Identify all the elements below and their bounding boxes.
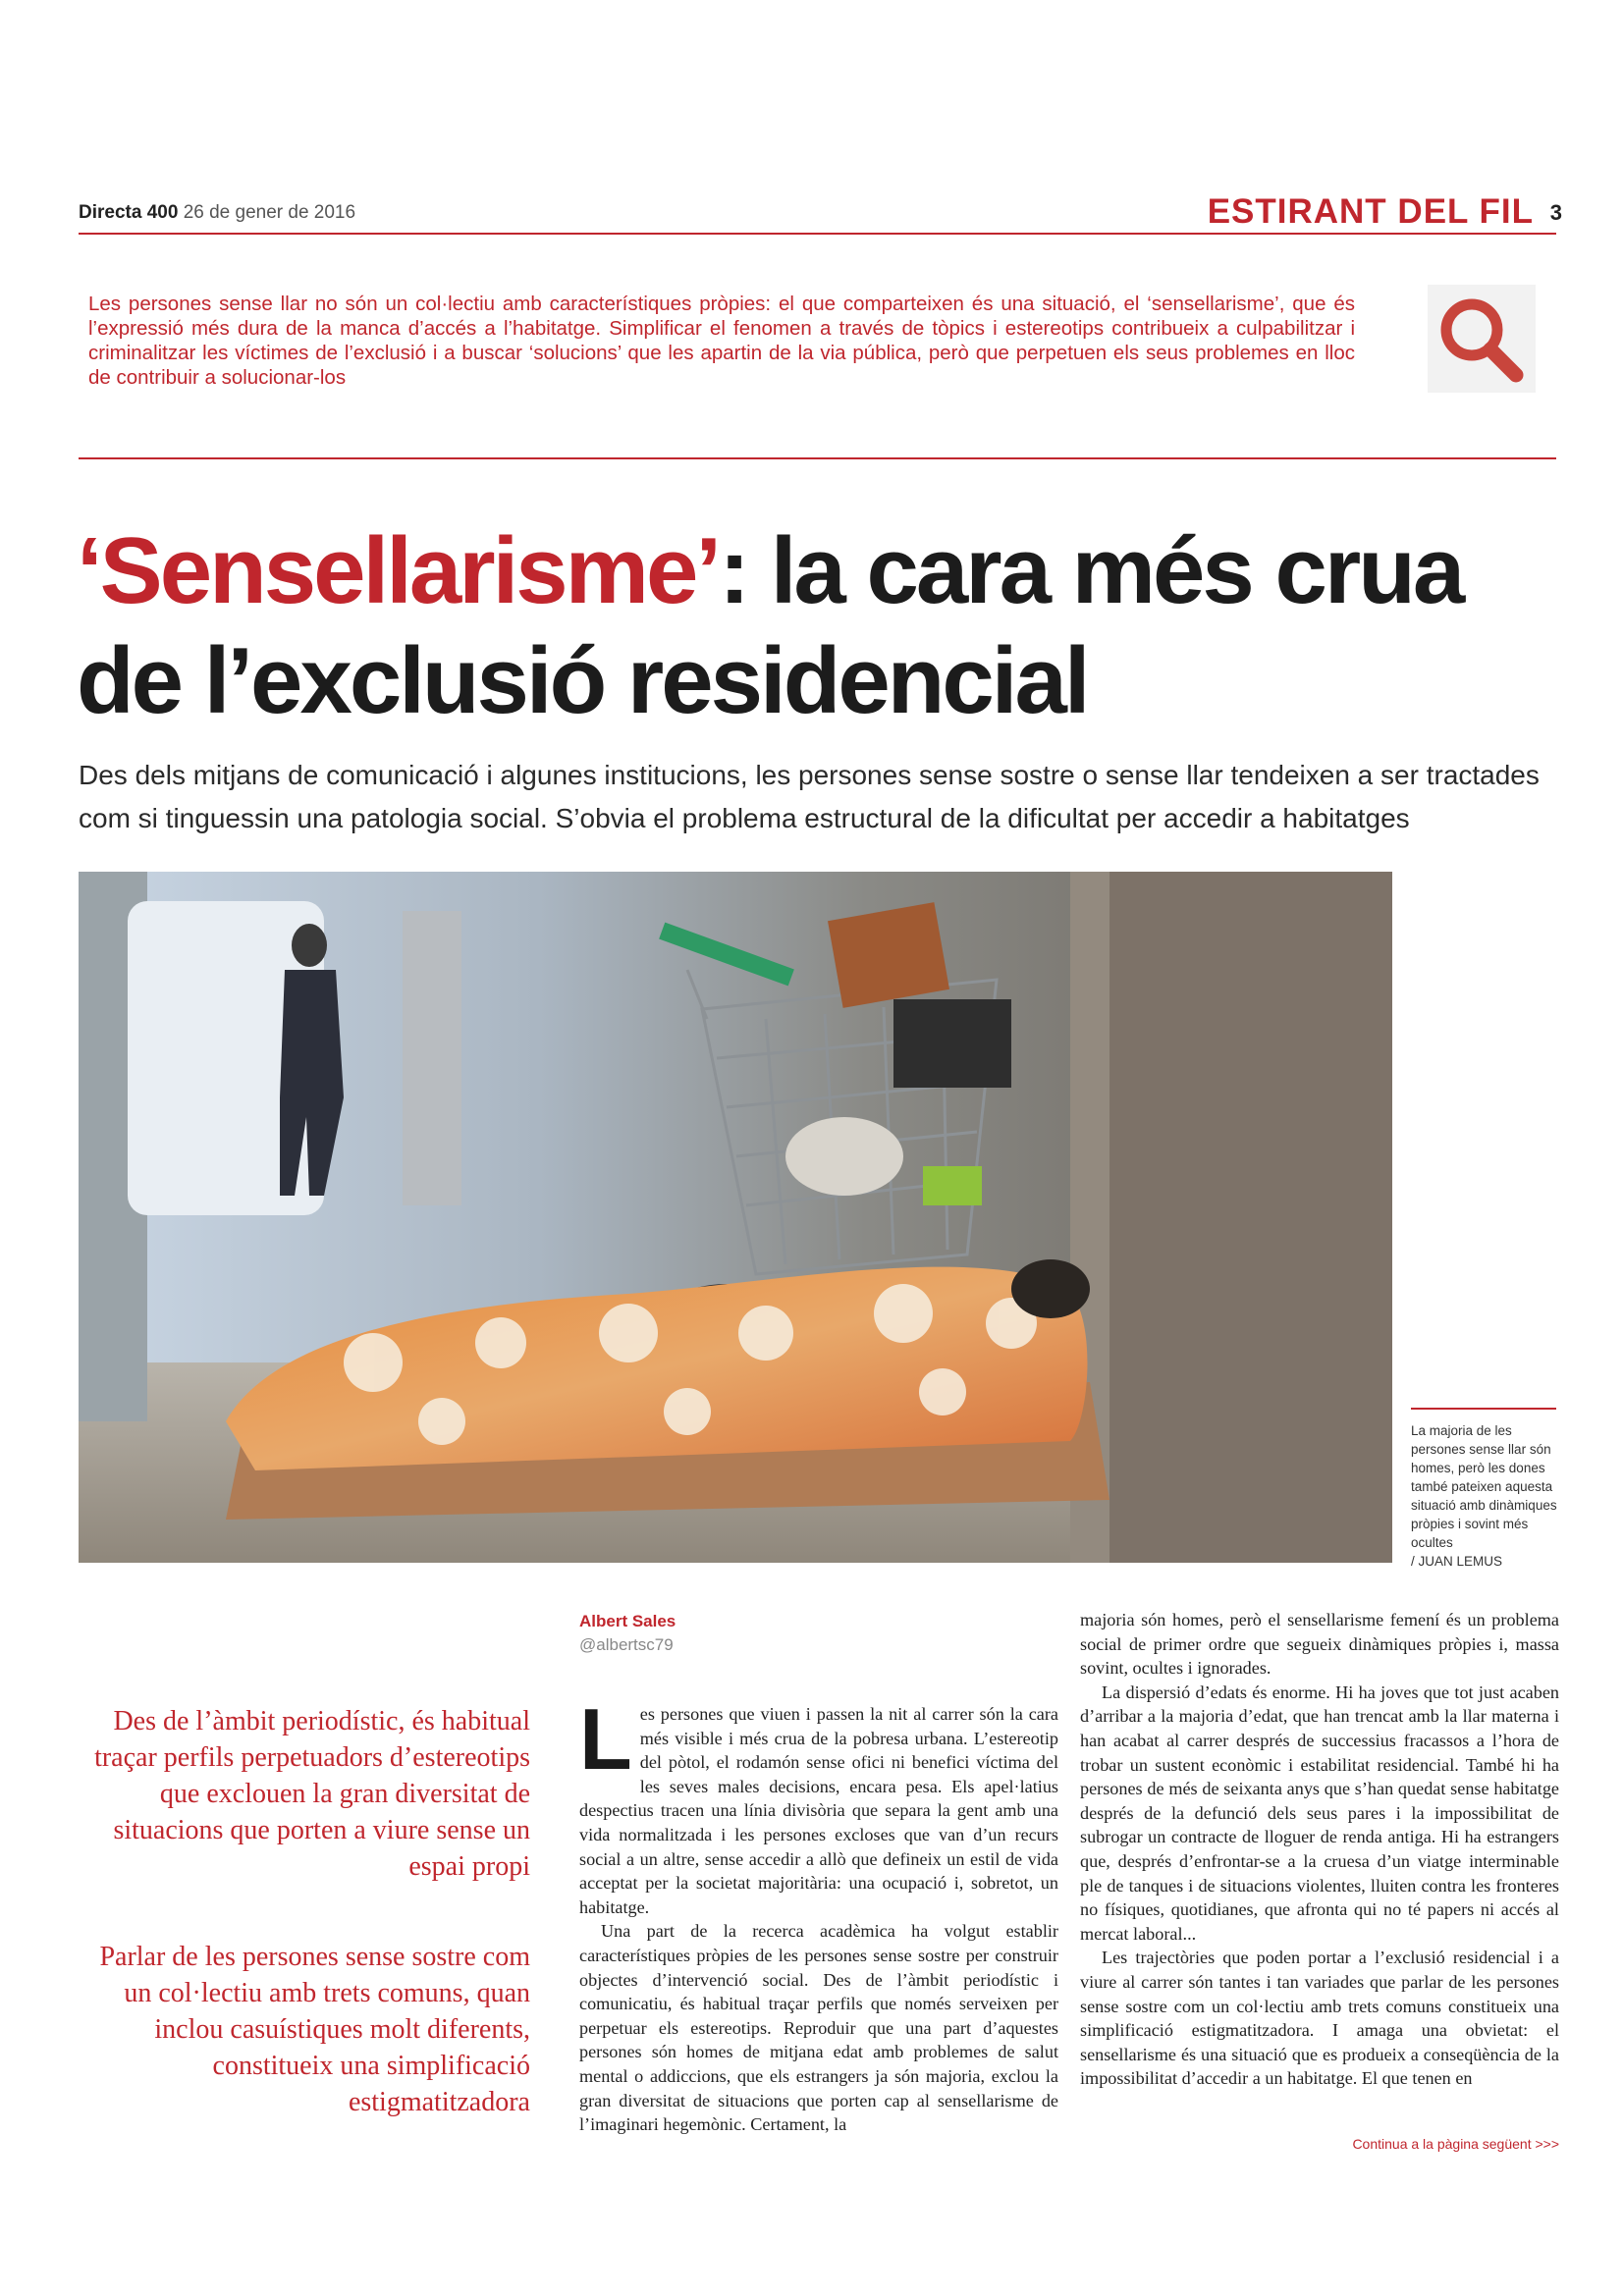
headline-rest: : la cara més crua de l’exclusió residencial: [77, 518, 1463, 733]
author-handle[interactable]: @albertsc79: [579, 1635, 674, 1654]
subheadline: Des dels mitjans de comunicació i algunes institucions, les persones sense sostre o sense llar tendeixen a ser tractades com si tinguessin una patologia social. S’obvia el problema estructural de la dificultat per accedir a habitatges: [79, 760, 1540, 833]
magnifier-icon: [1428, 285, 1536, 393]
body-column-2: [1080, 1608, 1559, 2091]
body-paragraph: La dispersió d’edats és enorme. Hi ha joves que tot just acaben d’arribar a la majoria d’edat, que han trencat amb la llar materna i han acabat al carrer després de successius fracassos a l’hora de trobar un sustent econòmic i estabilitat residencial. També hi ha persones de més de seixanta anys que s’han quedat sense habitatge després de la defunció dels seus pares i la impossibilitat de subrogar un contracte de lloguer de renda antiga. Hi ha estrangers que, després d’enfrontar-se a la cruesa d’un viatge interminable ple de tanques i de situacions violentes, lluiten contra les fronteres no físiques, quotidianes, que afronta qui no té papers ni accés al mercat laboral...: [1080, 1682, 1559, 1944]
continue-link[interactable]: Continua a la pàgina següent >>>: [1352, 2136, 1559, 2152]
photo-credit: / JUAN LEMUS: [1411, 1554, 1503, 1569]
page-number: 3: [1549, 200, 1562, 225]
pull-quote: Des de l’àmbit periodístic, és habitual traçar perfils perpetuadors d’estereotips que exclouen la gran diversitat de situacions que porten a viure sense un espai propi: [94, 1706, 530, 1882]
lead-divider: [79, 457, 1556, 459]
body-paragraph: majoria són homes, però el sensellarisme femení és un problema social de primer ordre que segueix dinàmiques pròpies i, massa sovint, ocultes i ignorades.: [1080, 1610, 1559, 1679]
body-paragraph: [579, 1690, 1058, 1919]
body-paragraph: Les trajectòries que poden portar a l’exclusió residencial i a viure al carrer són tantes i tan variades que parlar de les persones sense sostre com un col·lectiu amb trets comuns constitueix una simplificació estigmatitzadora. I amaga una obvietat: el sensellarisme és una situació que es produeix a conseqüència de la impossibilitat d’accedir a un habitatge. El que tenen en: [1080, 1948, 1559, 2089]
article-photo: [79, 872, 1392, 1563]
header-divider: [79, 233, 1556, 235]
header-publication: [79, 202, 355, 224]
publication-date: 26 de gener de 2016: [183, 202, 356, 223]
drop-cap: L: [579, 1690, 632, 1788]
headline-highlight: ‘Sensellarisme’: [77, 518, 720, 623]
caption-text: La majoria de les persones sense llar són homes, però les dones també pateixen aquesta situació amb dinàmiques pròpies i sovint més ocultes: [1411, 1423, 1557, 1550]
photo-caption: [1411, 1421, 1558, 1571]
publication-name: Directa 400: [79, 202, 179, 223]
headline: [77, 516, 1569, 736]
body-column-1: [579, 1690, 1058, 2137]
body-paragraph: Una part de la recerca acadèmica ha volgut establir característiques pròpies de les persones sense sostre per construir objectes d’intervenció social. Des de l’àmbit periodístic i comunicatiu, és habitual traçar perfils que només serveixen per perpetuar els estereotips. Reproduir que una part d’aquestes persones són homes de mitjana edat amb problemes de salut mental o addiccions, que els estrangers ja són majoria, exclou la gran diversitat de situacions que porten cap al sensellarisme de l’imaginari hegemònic. Certament, la: [579, 1921, 1058, 2135]
author-name: Albert Sales: [579, 1612, 676, 1630]
section-label: ESTIRANT DEL FIL: [1207, 192, 1534, 231]
caption-divider: [1411, 1408, 1556, 1410]
paragraph-text: es persones que viuen i passen la nit al carrer són la cara més visible i més crua de la pobresa urbana. L’estereotip del pòtol, el rodamón sense ofici ni benefici víctima del les seves males decisions, encara pesa. Els apel·latius despectius tracen una línia divisòria que separa la gent amb una vida normalitzada i les persones excloses que van d’un recurs social a un altre, sense accedir a allò que defineix un estil de vida acceptat per la societat majoritària: una ocupació i, sobretot, un habitatge.: [579, 1704, 1058, 1917]
pull-quote: Parlar de les persones sense sostre com un col·lectiu amb trets comuns, quan inclou casuístiques molt diferents, constitueix una simplificació estigmatitzadora: [99, 1942, 530, 2117]
lead-text: Les persones sense llar no són un col·lectiu amb característiques pròpies: el que comparteixen és una situació, el ‘sensellarisme’, que és l’expressió més dura de la manca d’accés a l’habitatge. Simplificar el fenomen a través de tòpics i estereotips contribueix a culpabilitzar i criminalitzar les víctimes de l’exclusió i a buscar ‘solucions’ que les apartin de la via pública, però que perpetuen els seus problemes en lloc de contribuir a solucionar-los: [88, 293, 1355, 389]
